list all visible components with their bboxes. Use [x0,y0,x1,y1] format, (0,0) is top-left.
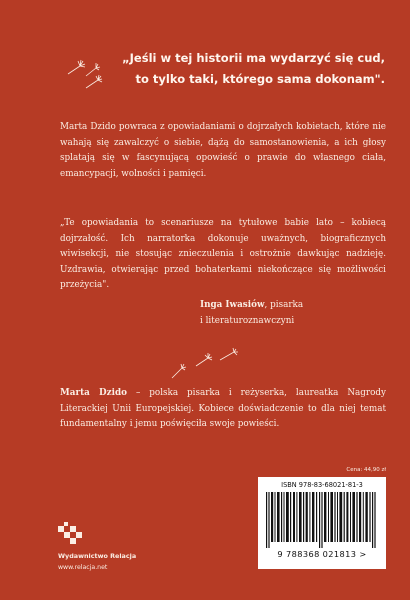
quote-line: to tylko taki, którego sama dokonam". [135,72,385,86]
author-bio-text: – polska pisarka i reżyserka, laureatka Nagrody Literackiej Unii Europejskiej. Kobiece doświadczenie to dla niej temat fundamentalny i jemu poświęciła swoje powieści. [60,388,386,430]
blurb-text: Marta Dzido powraca z opowiadaniami o dojrzałych kobietach, które nie wahają się zawalczyć o siebie, dążą do samostanowienia, a ich głosy splatają się w fascynującą opowieść o prawie do własnego ciała, emancypacji, wolności i pamięci. [60,122,386,179]
reviewer-name: Inga Iwasiów [200,300,265,310]
publisher-url[interactable]: www.relacja.net [58,564,108,571]
reviewer-role: i literaturoznawczyni [200,315,295,326]
publisher-logo-icon [58,522,86,548]
isbn-label: ISBN 978-83-68021-81-3 [281,481,363,489]
quote-line: „Jeśli w tej historii ma wydarzyć się cud, [122,51,385,65]
barcode-area [258,467,386,569]
barcode-digits: 9 788368 021813 > [277,549,367,559]
review-attribution [200,298,386,329]
publisher-name: Wydawnictwo Relacja [58,552,137,560]
book-blurb [60,120,386,182]
price-label: Cena: 44,90 zł [346,467,386,473]
author-bio [60,386,386,433]
reviewer-role: , pisarka [264,300,304,310]
barcode-panel [258,477,386,569]
review-quote: „Te opowiadania to scenariusze na tytułowe babie lato – kobiecą dojrzałość. Ich narratorka dokonuje uważnych, biograficznych wiwisekcji, nie stosując znieczulenia i ostrożnie dawkując nadzieję. Uzdrawia, otwierając przed bohaterkami niekończące się możliwości przeżycia". [60,218,386,291]
dandelion-seed-icon [168,346,248,382]
barcode-icon [264,492,380,548]
cover-quote [95,48,385,90]
author-name: Marta Dzido [60,388,128,398]
